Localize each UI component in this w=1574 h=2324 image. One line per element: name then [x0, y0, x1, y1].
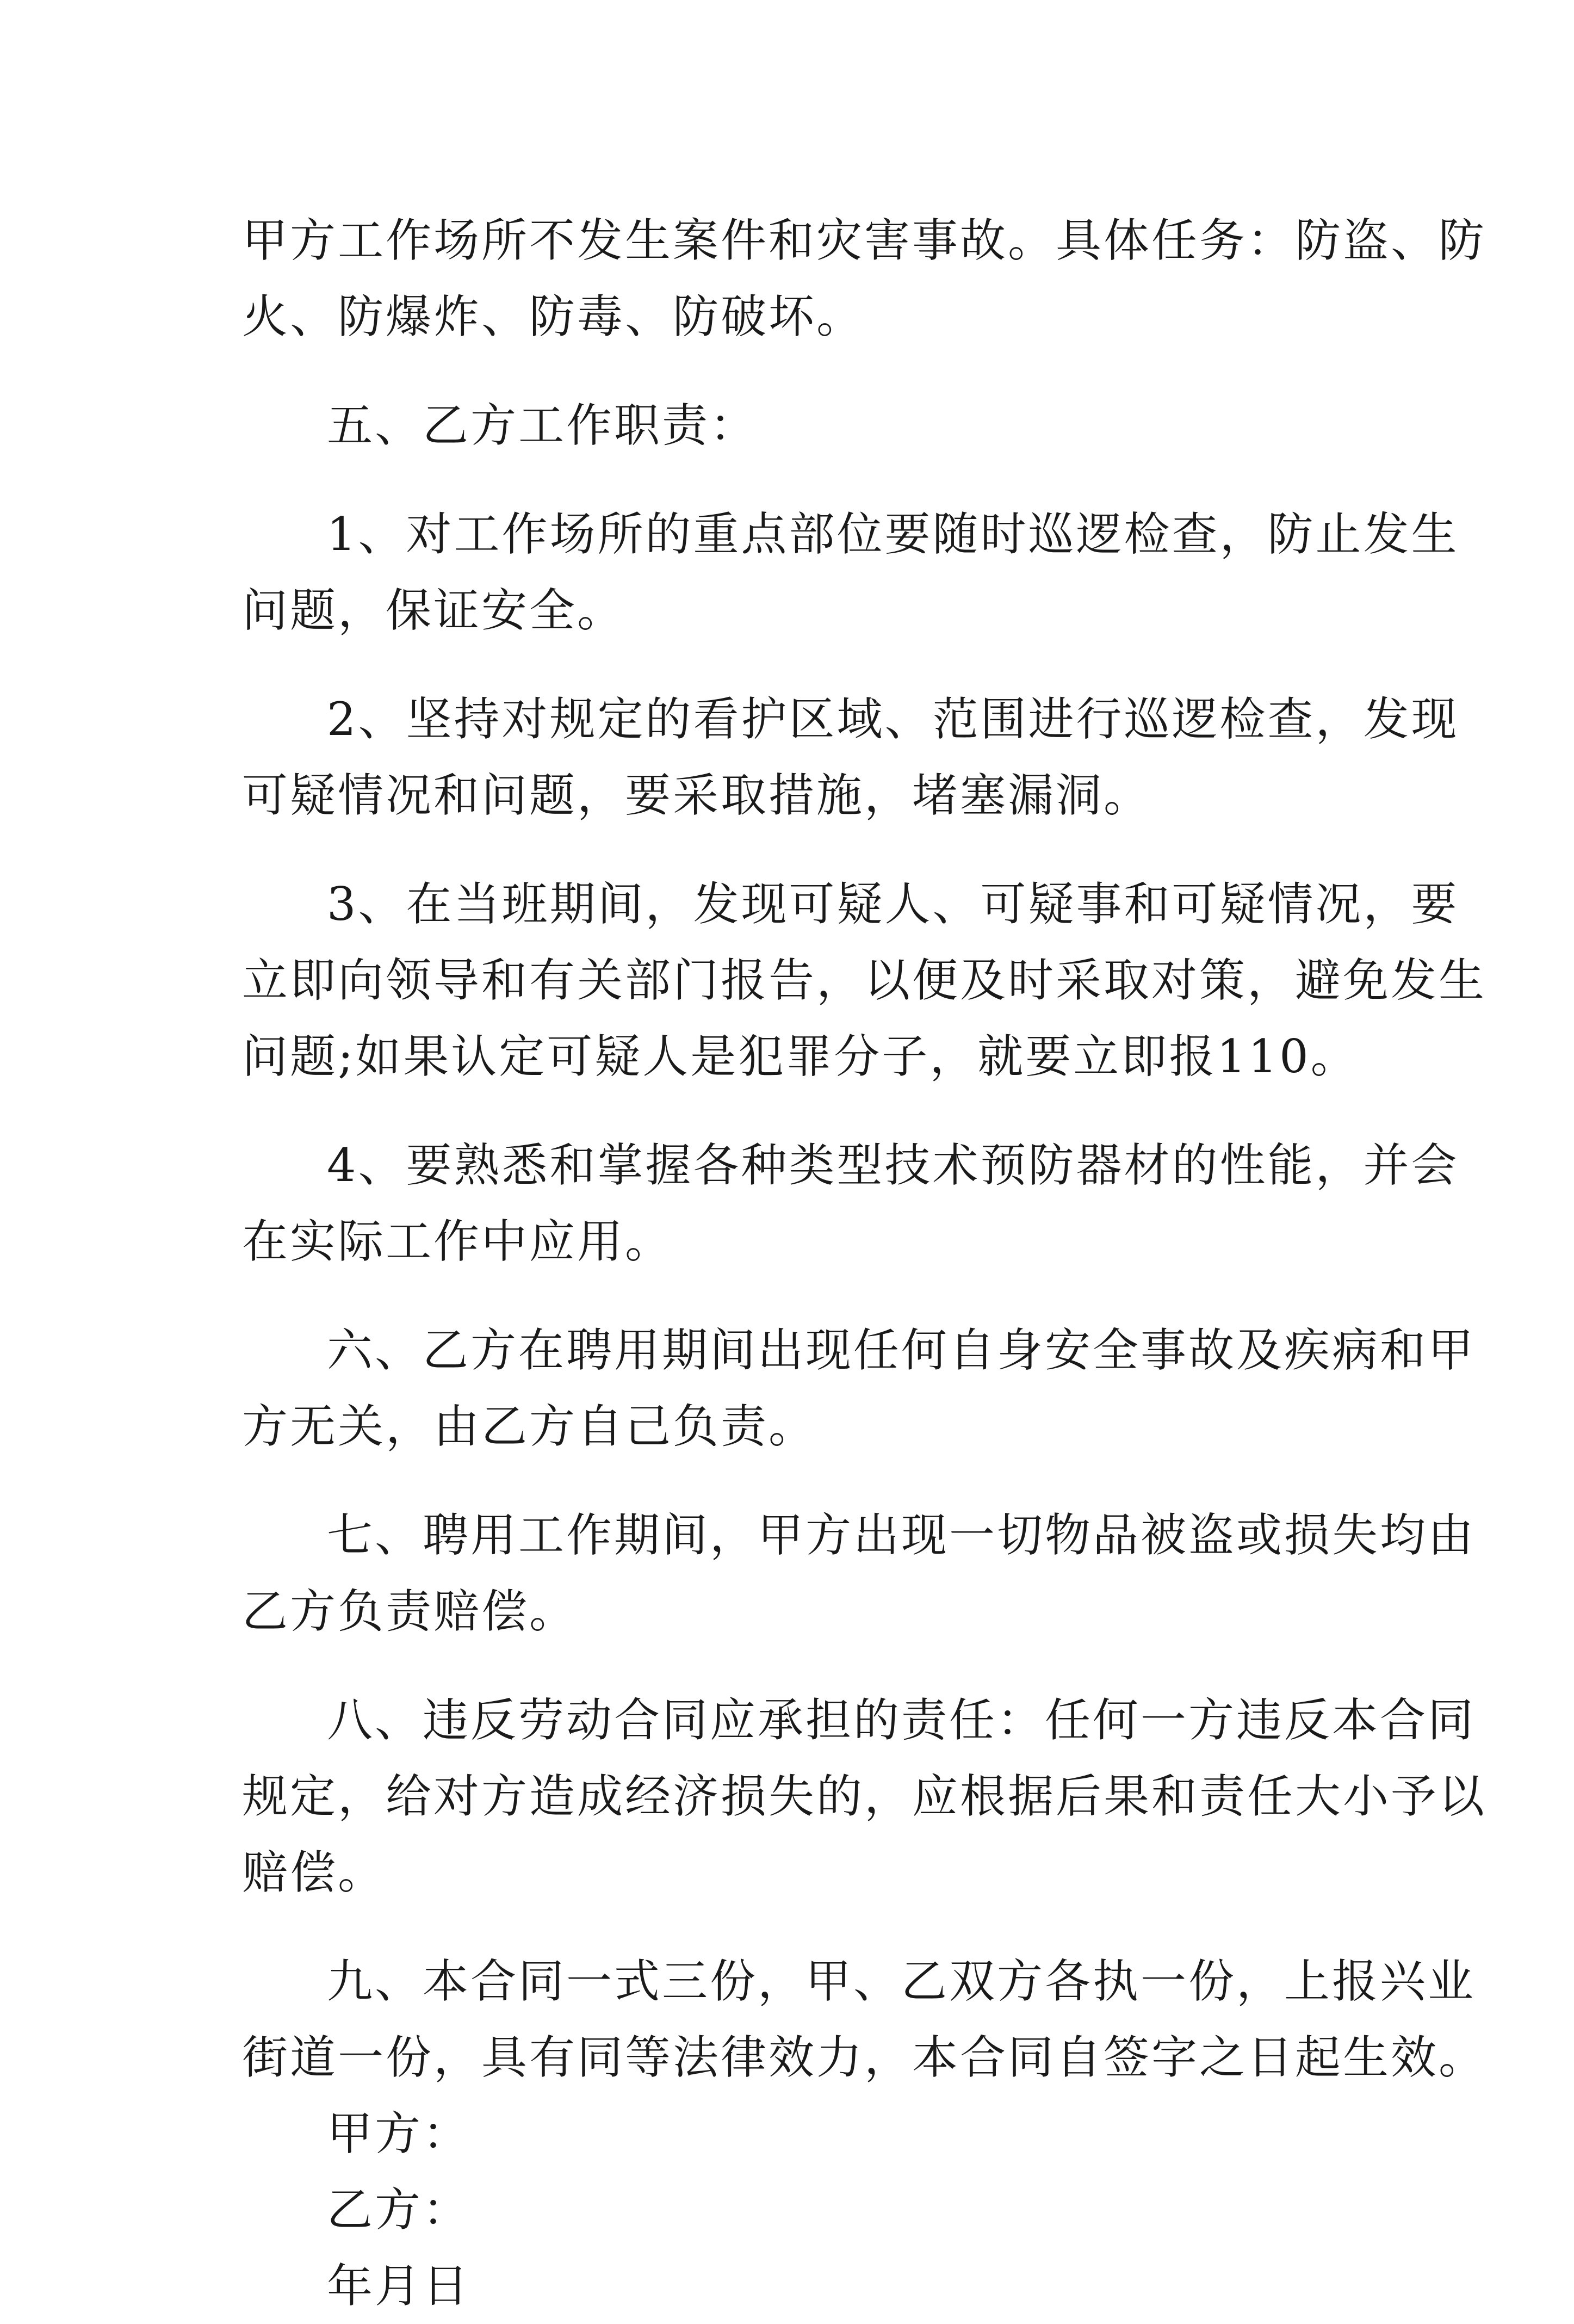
- text-line: 在实际工作中应用。: [242, 1215, 673, 1268]
- text-line: 规定，给对方造成经济损失的，应根据后果和责任大小予以: [242, 1770, 1487, 1823]
- text-line: 街道一份，具有同等法律效力，本合同自签字之日起生效。: [242, 2031, 1487, 2084]
- text-line: 立即向领导和有关部门报告，以便及时采取对策，避免发生: [242, 954, 1487, 1007]
- section-9: 九、本合同一式三份，甲、乙双方各执一份，上报兴业: [327, 1955, 1476, 2008]
- text-line: 2、坚持对规定的看护区域、范围进行巡逻检查，发现: [327, 693, 1459, 746]
- text-line: 3、在当班期间，发现可疑人、可疑事和可疑情况，要: [327, 877, 1459, 931]
- text-line: 4、要熟悉和掌握各种类型技术预防器材的性能，并会: [327, 1139, 1459, 1192]
- section-heading-5: 五、乙方工作职责：: [327, 399, 758, 452]
- section-6: 六、乙方在聘用期间出现任何自身安全事故及疾病和甲: [327, 1324, 1476, 1377]
- section-8: 八、违反劳动合同应承担的责任：任何一方违反本合同: [327, 1693, 1476, 1747]
- text-line: 问题，保证安全。: [242, 584, 625, 637]
- text-line: 方无关，由乙方自己负责。: [242, 1400, 817, 1453]
- text-line: 问题;如果认定可疑人是犯罪分子，就要立即报110。: [242, 1030, 1359, 1083]
- document-body: [242, 202, 1487, 2324]
- text-line: 赔偿。: [242, 1846, 386, 1899]
- party-b-signature-label: 乙方：: [327, 2183, 471, 2236]
- date-label: 年月日: [327, 2259, 471, 2313]
- text-line: 乙方负责赔偿。: [242, 1585, 578, 1638]
- text-line: 火、防爆炸、防毒、防破坏。: [242, 290, 865, 343]
- text-line: 可疑情况和问题，要采取措施，堵塞漏洞。: [242, 769, 1152, 822]
- text-line: 1、对工作场所的重点部位要随时巡逻检查，防止发生: [327, 508, 1459, 561]
- party-a-signature-label: 甲方：: [327, 2107, 471, 2160]
- section-7: 七、聘用工作期间，甲方出现一切物品被盗或损失均由: [327, 1509, 1476, 1562]
- text-line: 甲方工作场所不发生案件和灾害事故。具体任务：防盗、防: [242, 214, 1487, 267]
